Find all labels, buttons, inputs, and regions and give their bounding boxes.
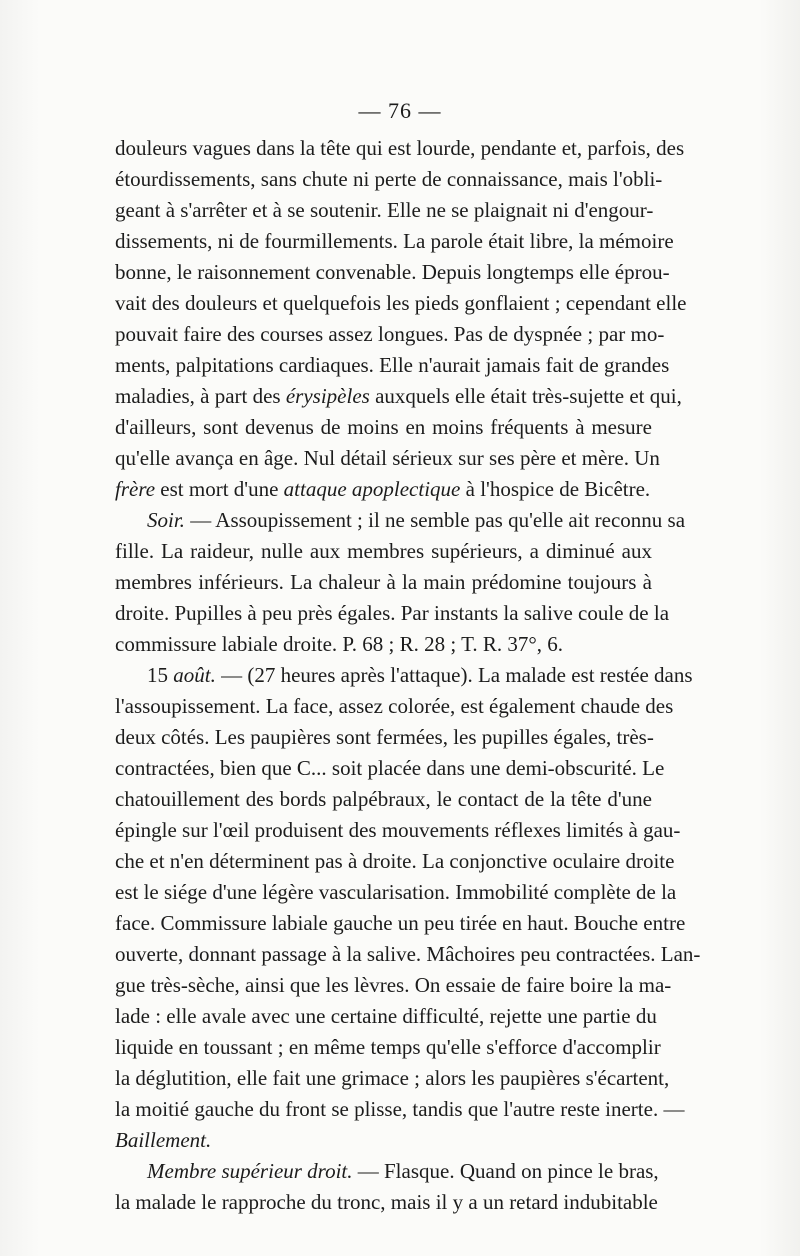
text-line: gue très-sèche, ainsi que les lèvres. On essaie de faire boire la ma- [115, 973, 672, 997]
text-line: contractées, bien que C... soit placée dans une demi-obscurité. Le [115, 756, 665, 780]
text-line: la malade le rapproche du tronc, mais il y a un retard indubitable [115, 1190, 658, 1214]
text-line: d'ailleurs, sont devenus de moins en moins fréquents à mesure [115, 415, 652, 439]
text-line: chatouillement des bords palpébraux, le contact de la tête d'une [115, 787, 652, 811]
text-line: geant à s'arrêter et à se soutenir. Elle ne se plaignait ni d'engour- [115, 198, 654, 222]
text-line: ouverte, donnant passage à la salive. Mâchoires peu contractées. Lan- [115, 942, 701, 966]
body-text [115, 133, 701, 1218]
text-line: Baillement. [115, 1128, 212, 1152]
text-line: qu'elle avança en âge. Nul détail sérieux sur ses père et mère. Un [115, 446, 660, 470]
text-line: douleurs vagues dans la tête qui est lourde, pendante et, parfois, des [115, 136, 685, 160]
text-line: face. Commissure labiale gauche un peu tirée en haut. Bouche entre [115, 911, 686, 935]
page-number: — 76 — [358, 98, 442, 123]
text-line: frère est mort d'une attaque apoplectique à l'hospice de Bicêtre. [115, 477, 651, 501]
text-line: dissements, ni de fourmillements. La parole était libre, la mémoire [115, 229, 674, 253]
text-line: maladies, à part des érysipèles auxquels elle était très-sujette et qui, [115, 384, 682, 408]
text-line: droite. Pupilles à peu près égales. Par instants la salive coule de la [115, 601, 670, 625]
text-line: Soir. — Assoupissement ; il ne semble pas qu'elle ait reconnu sa [147, 508, 686, 532]
text-line: vait des douleurs et quelquefois les pieds gonflaient ; cependant elle [115, 291, 687, 315]
text-line: la déglutition, elle fait une grimace ; alors les paupières s'écartent, [115, 1066, 670, 1090]
text-line: pouvait faire des courses assez longues. Pas de dyspnée ; par mo- [115, 322, 665, 346]
text-line: étourdissements, sans chute ni perte de connaissance, mais l'obli- [115, 167, 663, 191]
text-line: che et n'en déterminent pas à droite. La conjonctive oculaire droite [115, 849, 675, 873]
text-line: l'assoupissement. La face, assez colorée, est également chaude des [115, 694, 674, 718]
text-line: commissure labiale droite. P. 68 ; R. 28 ; T. R. 37°, 6. [115, 632, 564, 656]
text-line: est le siége d'une légère vascularisation. Immobilité complète de la [115, 880, 677, 904]
text-line: fille. La raideur, nulle aux membres supérieurs, a diminué aux [115, 539, 652, 563]
text-line: ments, palpitations cardiaques. Elle n'aurait jamais fait de grandes [115, 353, 670, 377]
text-line: deux côtés. Les paupières sont fermées, les pupilles égales, très- [115, 725, 654, 749]
text-line: Membre supérieur droit. — Flasque. Quand on pince le bras, [147, 1159, 659, 1183]
text-line: la moitié gauche du front se plisse, tandis que l'autre reste inerte. — [115, 1097, 685, 1121]
text-line: liquide en toussant ; en même temps qu'elle s'efforce d'accomplir [115, 1035, 661, 1059]
text-line: 15 août. — (27 heures après l'attaque). La malade est restée dans [147, 663, 693, 687]
text-line: lade : elle avale avec une certaine difficulté, rejette une partie du [115, 1004, 657, 1028]
text-line: épingle sur l'œil produisent des mouvements réflexes limités à gau- [115, 818, 681, 842]
text-line: membres inférieurs. La chaleur à la main prédomine toujours à [115, 570, 652, 594]
text-line: bonne, le raisonnement convenable. Depuis longtemps elle éprou- [115, 260, 670, 284]
